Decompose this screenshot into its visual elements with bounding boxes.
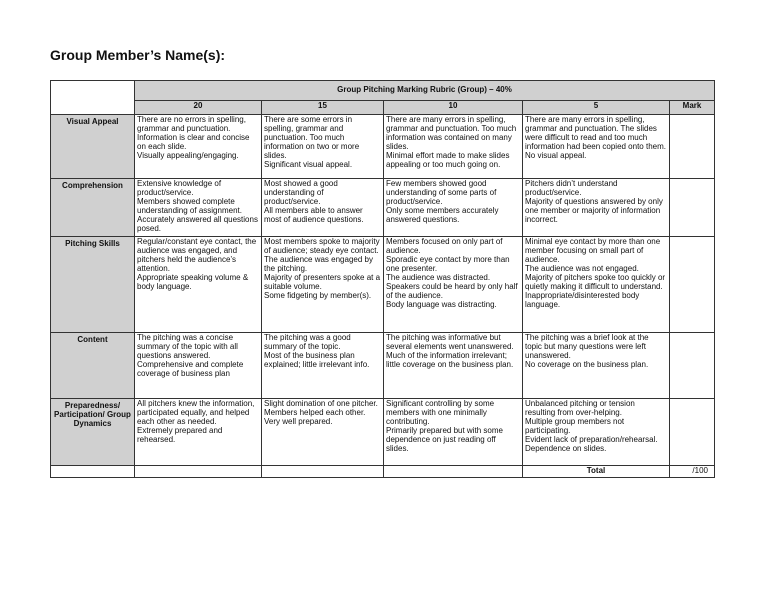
total-blank-cell	[262, 466, 384, 478]
rubric-descriptor-cell	[262, 115, 384, 179]
marking-rubric-table	[50, 80, 715, 478]
descriptor-line: Most of the business plan explained; little irrelevant info.	[264, 350, 370, 369]
rubric-descriptor-cell	[384, 115, 523, 179]
descriptor-line: Unbalanced pitching or tension resulting from over-helping.	[525, 399, 635, 417]
rubric-descriptor-cell	[523, 333, 670, 399]
rubric-descriptor-cell	[135, 115, 262, 179]
descriptor-line: Members showed complete understanding of assignment.	[137, 196, 242, 215]
mark-cell[interactable]	[670, 115, 715, 179]
descriptor-line: There are many errors in spelling, grammar and punctuation. Too much information was contained on many slides.	[386, 115, 517, 151]
rubric-title: Group Pitching Marking Rubric (Group) – 40%	[135, 81, 715, 101]
descriptor-line: There are many errors in spelling, grammar and punctuation. The slides were difficult to read and too much information had been copied onto them.	[525, 115, 666, 151]
score-header-row	[51, 101, 715, 115]
score-header-5: 5	[523, 101, 670, 115]
rubric-descriptor-cell	[135, 179, 262, 237]
descriptor-line: Minimal effort made to make slides appealing or too much going on.	[386, 150, 510, 169]
descriptor-line: Body language was distracting.	[386, 299, 497, 309]
descriptor-line: Inappropriate/disinterested body language.	[525, 290, 640, 309]
rubric-descriptor-cell	[384, 333, 523, 399]
rubric-descriptor-cell	[523, 179, 670, 237]
descriptor-line: The pitching was informative but several elements went unanswered.	[386, 333, 514, 351]
descriptor-line: Most showed a good understanding of product/service.	[264, 179, 338, 206]
criterion-label: Visual Appeal	[51, 115, 135, 179]
descriptor-line: Pitchers didn’t understand product/service.	[525, 179, 618, 197]
rubric-descriptor-cell	[262, 333, 384, 399]
rubric-descriptor-cell	[384, 237, 523, 333]
rubric-row	[51, 115, 715, 179]
descriptor-line: The pitching was a good summary of the topic.	[264, 333, 351, 351]
descriptor-line: Majority of pitchers spoke too quickly or quietly making it difficult to understand.	[525, 272, 666, 291]
mark-cell[interactable]	[670, 179, 715, 237]
rubric-title-row	[51, 81, 715, 101]
rubric-descriptor-cell	[135, 399, 262, 466]
descriptor-line: All members able to answer most of audience questions.	[264, 205, 364, 224]
mark-cell[interactable]	[670, 333, 715, 399]
descriptor-line: Only some members accurately answered questions.	[386, 205, 499, 224]
descriptor-line: Majority of presenters spoke at a suitable volume.	[264, 272, 381, 291]
descriptor-line: Few members showed good understanding of some parts of product/service.	[386, 179, 497, 206]
header-corner-cell	[51, 81, 135, 115]
total-blank-cell	[135, 466, 262, 478]
descriptor-line: Appropriate speaking volume & body language.	[137, 272, 249, 291]
rubric-descriptor-cell	[135, 237, 262, 333]
descriptor-line: Extremely prepared and rehearsed.	[137, 425, 223, 444]
criterion-label: Pitching Skills	[51, 237, 135, 333]
descriptor-line: Sporadic eye contact by more than one presenter.	[386, 254, 510, 273]
descriptor-line: Primarily prepared but with some dependence on just reading off slides.	[386, 425, 503, 453]
descriptor-line: All pitchers knew the information, participated equally, and helped each other as needed.	[137, 399, 255, 426]
descriptor-line: Very well prepared.	[264, 416, 333, 426]
rubric-row	[51, 333, 715, 399]
descriptor-line: No visual appeal.	[525, 150, 587, 160]
rubric-descriptor-cell	[523, 115, 670, 179]
mark-header: Mark	[670, 101, 715, 115]
criterion-label: Comprehension	[51, 179, 135, 237]
descriptor-line: Evident lack of preparation/rehearsal.	[525, 434, 658, 444]
rubric-row	[51, 399, 715, 466]
descriptor-line: The pitching was a concise summary of the topic with all questions answered.	[137, 333, 238, 360]
descriptor-line: The audience was engaged by the pitching.	[264, 254, 373, 273]
descriptor-line: Most members spoke to majority of audience; steady eye contact.	[264, 237, 380, 255]
rubric-descriptor-cell	[523, 237, 670, 333]
rubric-descriptor-cell	[262, 237, 384, 333]
descriptor-line: The audience was not engaged.	[525, 263, 639, 273]
page-title: Group Member’s Name(s):	[50, 47, 226, 63]
descriptor-line: Much of the information irrelevant; little coverage on the business plan.	[386, 350, 514, 369]
descriptor-line: There are some errors in spelling, grammar and punctuation. Too much information on two or more slides.	[264, 115, 360, 160]
descriptor-line: Information is clear and concise on each slide.	[137, 132, 250, 151]
descriptor-line: Majority of questions answered by only one member or majority of information incorrect.	[525, 196, 663, 224]
descriptor-line: Significant controlling by some members with one minimally contributing.	[386, 399, 495, 426]
score-header-20: 20	[135, 101, 262, 115]
descriptor-line: The audience was distracted.	[386, 272, 491, 282]
rubric-row	[51, 179, 715, 237]
total-row	[51, 466, 715, 478]
descriptor-line: Some fidgeting by member(s).	[264, 290, 372, 300]
descriptor-line: There are no errors in spelling, grammar and punctuation.	[137, 115, 246, 133]
mark-cell[interactable]	[670, 237, 715, 333]
descriptor-line: Comprehensive and complete coverage of business plan	[137, 359, 244, 378]
total-blank-cell	[51, 466, 135, 478]
mark-cell[interactable]	[670, 399, 715, 466]
rubric-descriptor-cell	[523, 399, 670, 466]
criterion-label: Content	[51, 333, 135, 399]
score-header-10: 10	[384, 101, 523, 115]
rubric-descriptor-cell	[384, 179, 523, 237]
total-blank-cell	[384, 466, 523, 478]
descriptor-line: No coverage on the business plan.	[525, 359, 649, 369]
descriptor-line: Members focused on only part of audience.	[386, 237, 503, 255]
descriptor-line: Extensive knowledge of product/service.	[137, 179, 222, 197]
descriptor-line: Regular/constant eye contact, the audience was engaged, and pitchers held the audience’s attention.	[137, 237, 257, 273]
descriptor-line: The pitching was a brief look at the topic but many questions were left unanswered.	[525, 333, 649, 360]
descriptor-line: Speakers could be heard by only half of the audience.	[386, 281, 518, 300]
descriptor-line: Visually appealing/engaging.	[137, 150, 239, 160]
rubric-descriptor-cell	[262, 399, 384, 466]
score-header-15: 15	[262, 101, 384, 115]
descriptor-line: Minimal eye contact by more than one member focusing on small part of audience.	[525, 237, 661, 264]
rubric-descriptor-cell	[135, 333, 262, 399]
criterion-label: Preparedness/ Participation/ Group Dynamics	[51, 399, 135, 466]
rubric-body	[51, 115, 715, 466]
descriptor-line: Accurately answered all questions posed.	[137, 214, 258, 233]
rubric-descriptor-cell	[384, 399, 523, 466]
descriptor-line: Significant visual appeal.	[264, 159, 353, 169]
rubric-descriptor-cell	[262, 179, 384, 237]
descriptor-line: Multiple group members not participating.	[525, 416, 625, 435]
descriptor-line: Slight domination of one pitcher. Members helped each other.	[264, 399, 378, 417]
descriptor-line: Dependence on slides.	[525, 443, 607, 453]
total-value: /100	[670, 466, 715, 478]
total-label: Total	[523, 466, 670, 478]
rubric-row	[51, 237, 715, 333]
